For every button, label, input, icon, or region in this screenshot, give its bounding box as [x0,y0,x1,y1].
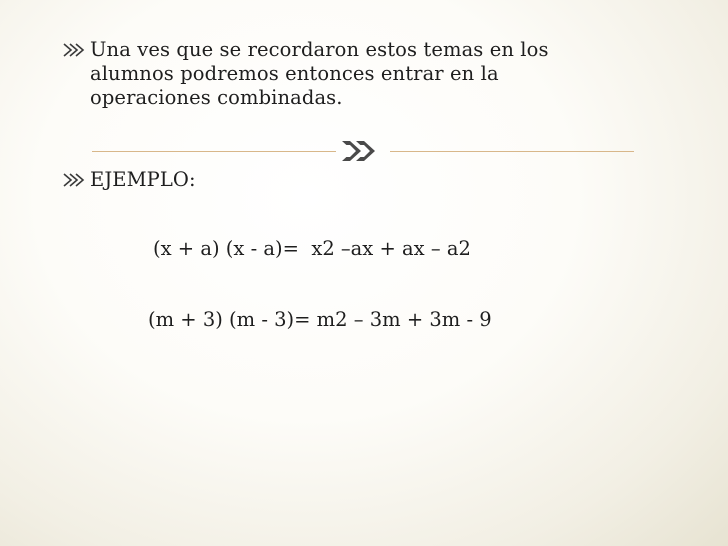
heading-text: EJEMPLO: [90,168,196,191]
double-chevron-bullet-icon [62,170,90,190]
equation-2: (m + 3) (m - 3)= m2 – 3m + 3m - 9 [148,308,492,331]
double-chevron-bullet-icon [62,40,90,60]
bullet-paragraph [62,38,610,110]
divider-line-left [92,151,336,152]
divider-line-right [390,151,634,152]
double-chevron-ornament-icon [336,138,390,164]
paragraph-text: Una ves que se recordaron estos temas en los alumnos podremos entonces entrar en la operaciones combinadas. [90,38,549,109]
bullet-heading [62,168,196,192]
equation-1: (x + a) (x - a)= x2 –ax + ax – a2 [153,237,471,260]
